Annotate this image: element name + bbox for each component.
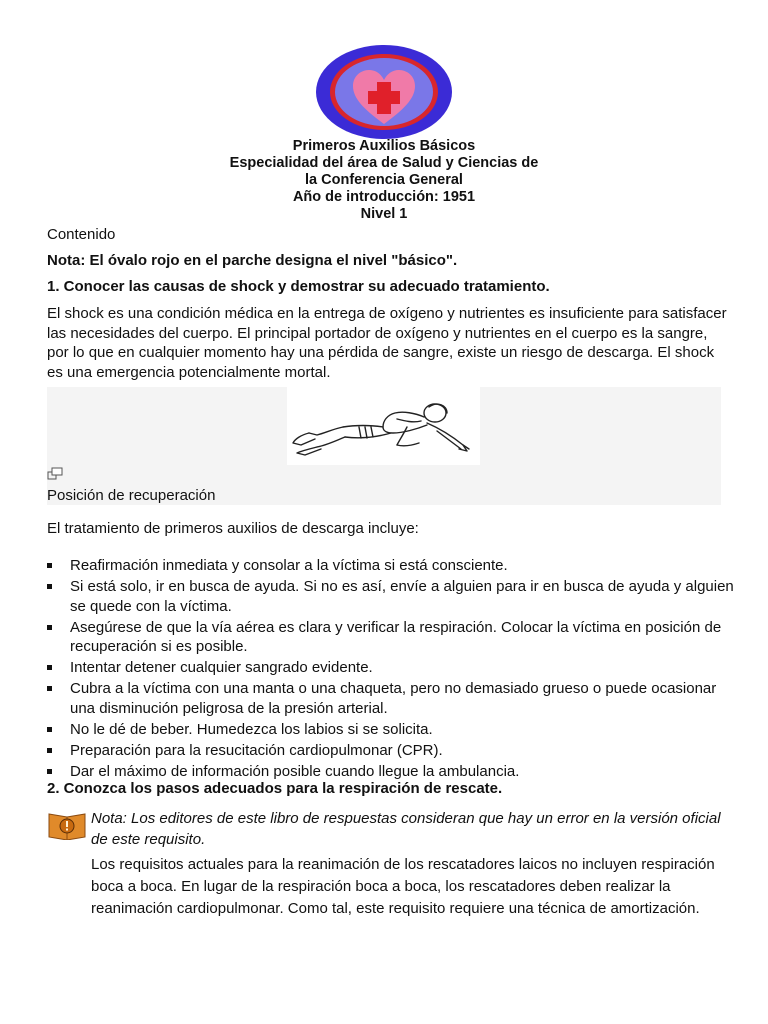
warning-book-icon bbox=[47, 810, 87, 840]
list-item-text: Cubra a la víctima con una manta o una chaqueta, pero no demasiado grueso o puede ocasionar una disminución peligrosa de la presión arterial. bbox=[70, 680, 717, 717]
header-year: Año de introducción: 1951 bbox=[292, 189, 476, 205]
list-item bbox=[47, 720, 737, 740]
bullet-icon bbox=[47, 665, 52, 670]
list-item bbox=[47, 556, 737, 576]
bullet-icon bbox=[47, 748, 52, 753]
list-item-text: Intentar detener cualquier sangrado evidente. bbox=[70, 659, 373, 676]
header-level: Nivel 1 bbox=[360, 206, 408, 222]
list-item-text: Preparación para la resucitación cardiopulmonar (CPR). bbox=[70, 741, 443, 759]
list-item-text: Si está solo, ir en busca de ayuda. Si no es así, envíe a alguien para ir en busca de ayuda y alguien se quede con la víctima. bbox=[70, 578, 734, 615]
req1-title: 1. Conocer las causas de shock y demostrar su adecuado tratamiento. bbox=[47, 278, 550, 295]
bullet-icon bbox=[47, 727, 52, 732]
bullet-icon bbox=[47, 625, 52, 630]
header-subtitle: Especialidad del área de Salud y Ciencias de bbox=[229, 155, 539, 171]
editor-note: Nota: Los editores de este libro de respuestas consideran que hay un error en la versión oficial de este requisito. bbox=[91, 810, 721, 848]
header-title: Primeros Auxilios Básicos bbox=[292, 138, 476, 154]
editor-note-body: Los requisitos actuales para la reanimación de los rescatadores laicos no incluyen respiración boca a boca. En lugar de la respiración boca a boca, los rescatadores deben realizar la reanimación cardiopulmonar. Como tal, este requisito requiere una técnica de amortización. bbox=[91, 856, 715, 917]
req1-paragraph: El shock es una condición médica en la entrega de oxígeno y nutrientes es insuficiente para satisfacer las necesidades del cuerpo. El principal portador de oxígeno y nutrientes en el cuerpo es la sangre, por lo que en cualquier momento hay una pérdida de sangre, existe un riesgo de descarga. El shock es una emergencia potencialmente mortal. bbox=[47, 305, 727, 381]
recovery-position-figure bbox=[47, 387, 721, 505]
list-item-text: Asegúrese de que la vía aérea es clara y verificar la respiración. Colocar la víctima en posición de recuperación si es posible. bbox=[70, 618, 722, 655]
recovery-position-image bbox=[287, 387, 480, 465]
enlarge-icon[interactable] bbox=[47, 467, 63, 481]
contents-label[interactable]: Contenido bbox=[47, 226, 116, 243]
list-item bbox=[47, 741, 737, 761]
list-item bbox=[47, 658, 737, 678]
list-item-text: No le dé de beber. Humedezca los labios si se solicita. bbox=[70, 720, 433, 738]
note-oval: Nota: El óvalo rojo en el parche designa el nivel "básico". bbox=[47, 252, 458, 269]
bullet-icon bbox=[47, 563, 52, 568]
bullet-icon bbox=[47, 769, 52, 774]
treatment-list bbox=[47, 556, 737, 783]
list-item-text: Reafirmación inmediata y consolar a la víctima si está consciente. bbox=[70, 557, 508, 574]
list-item bbox=[47, 618, 737, 657]
header-subtitle-2: la Conferencia General bbox=[305, 172, 463, 188]
honor-patch-icon bbox=[315, 44, 453, 140]
bullet-icon bbox=[47, 686, 52, 691]
bullet-icon bbox=[47, 584, 52, 589]
list-item bbox=[47, 577, 737, 616]
document-header bbox=[0, 138, 768, 223]
list-item bbox=[47, 679, 737, 718]
figure-caption: Posición de recuperación bbox=[47, 487, 216, 504]
list-item-text: Dar el máximo de información posible cuando llegue la ambulancia. bbox=[70, 762, 520, 780]
req2-title: 2. Conozca los pasos adecuados para la respiración de rescate. bbox=[47, 780, 503, 797]
treatment-intro: El tratamiento de primeros auxilios de descarga incluye: bbox=[47, 520, 419, 537]
